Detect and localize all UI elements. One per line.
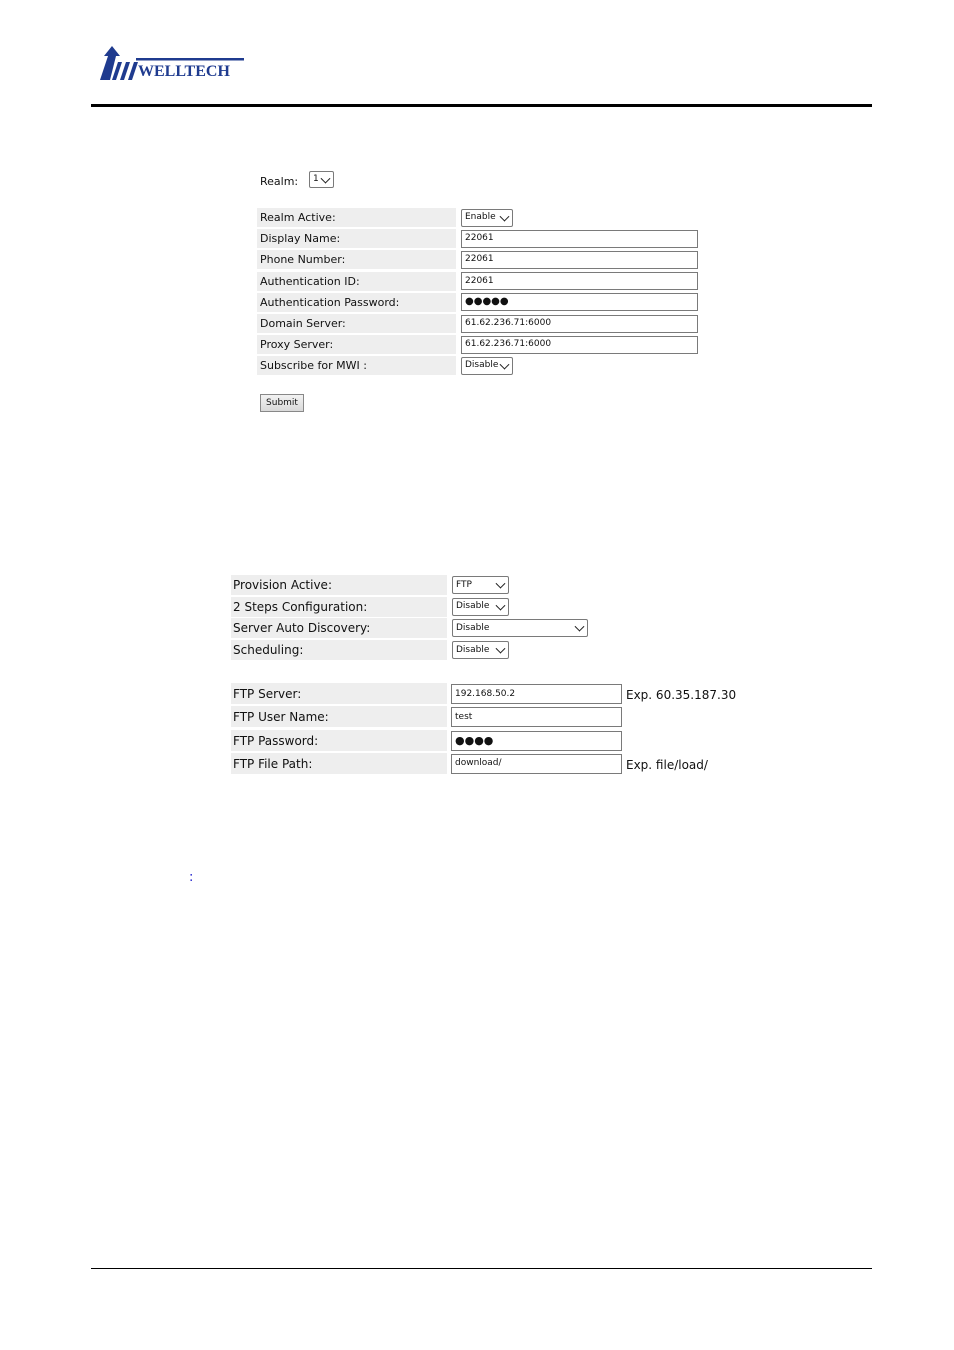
sip-field-label: Display Name: [260,232,341,246]
ftp-field-label: FTP User Name: [233,710,329,725]
field-value: 192.168.50.2 [455,688,516,699]
field-value: Disable [465,360,499,371]
provision-select[interactable] [452,641,509,659]
sip-input[interactable] [461,230,698,248]
field-value: 61.62.236.71:6000 [465,339,552,350]
ftp-input[interactable] [451,684,622,704]
chevron-down-icon [575,622,585,632]
ftp-input[interactable] [451,707,622,727]
realm-label: Realm: [260,175,299,188]
field-value: 22061 [465,233,494,244]
ftp-example-hint: Exp. 60.35.187.30 [626,688,737,702]
svg-text:WELLTECH: WELLTECH [138,63,230,80]
provision-select[interactable] [452,576,509,594]
ftp-input[interactable] [451,754,622,774]
field-value: test [455,711,473,722]
sip-input[interactable] [461,315,698,333]
sip-select[interactable] [461,357,513,375]
field-value: Disable [456,644,490,655]
field-value: ●●●● [455,734,494,748]
provision-field-label: Server Auto Discovery: [233,621,371,636]
ftp-example-hint: Exp. file/load/ [626,757,708,772]
field-value: FTP [456,579,472,590]
sip-field-label: Realm Active: [260,211,336,224]
sip-input[interactable] [461,272,698,290]
sip-input[interactable] [461,336,698,354]
note-colon: : [189,870,194,885]
provision-field-label: Scheduling: [233,643,304,658]
field-value: Disable [456,622,490,633]
chevron-down-icon [321,173,331,183]
sip-field-label: Authentication Password: [260,295,400,309]
provision-select[interactable] [452,619,588,637]
chevron-down-icon [496,600,506,610]
header-rule [91,104,872,107]
provision-select[interactable] [452,598,509,616]
submit-button[interactable]: Submit [260,394,304,412]
ftp-field-label: FTP Server: [233,687,302,701]
sip-field-label: Phone Number: [260,253,346,267]
field-value: Disable [456,601,490,612]
field-value: download/ [455,758,502,769]
ftp-input[interactable] [451,731,622,751]
field-value: ●●●●● [465,296,509,308]
sip-field-label: Subscribe for MWI : [260,359,367,373]
field-value: 61.62.236.71:6000 [465,318,552,328]
sip-field-label: Proxy Server: [260,338,334,352]
sip-input[interactable] [461,251,698,269]
footer-rule [91,1268,872,1269]
sip-select[interactable] [461,209,513,227]
provision-field-label: 2 Steps Configuration: [233,599,368,614]
chevron-down-icon [496,644,506,654]
chevron-down-icon [500,360,510,370]
sip-field-label: Authentication ID: [260,274,360,288]
realm-select[interactable]: 1 [309,171,334,188]
sip-field-label: Domain Server: [260,317,346,330]
provision-field-label: Provision Active: [233,578,332,592]
welltech-logo [98,44,248,84]
sip-input[interactable] [461,293,698,311]
chevron-down-icon [500,211,510,221]
ftp-field-label: FTP Password: [233,733,319,748]
field-value: Enable [465,212,496,222]
field-value: 22061 [465,254,494,265]
chevron-down-icon [496,579,506,589]
field-value: 22061 [465,275,494,286]
ftp-field-label: FTP File Path: [233,756,313,771]
